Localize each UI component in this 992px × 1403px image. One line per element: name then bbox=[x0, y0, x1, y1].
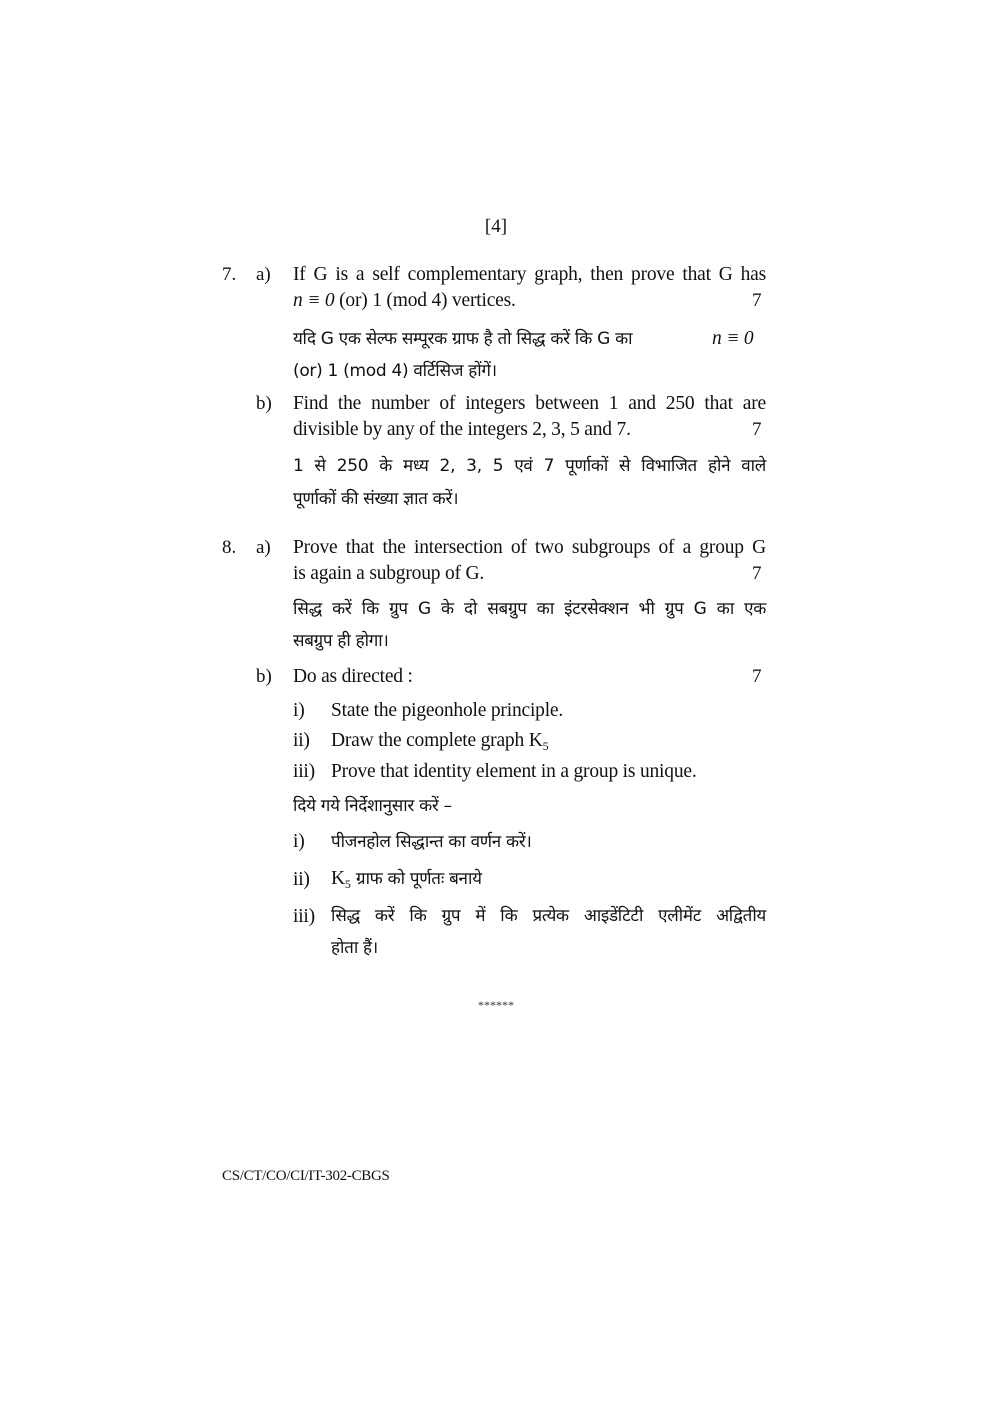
question-text-en-cont: (or) 1 (mod 4) vertices. bbox=[334, 290, 516, 311]
question-text-en: Prove that the intersection of two subgroups of a group G bbox=[293, 537, 766, 558]
question-text-en: is again a subgroup of G. bbox=[293, 563, 485, 584]
question-text-hi: दिये गये निर्देशानुसार करें – bbox=[293, 796, 452, 816]
marks: 7 bbox=[752, 419, 762, 440]
subitem-text-en: Prove that identity element in a group is unique. bbox=[331, 761, 697, 782]
math-expression: n ≡ 0 bbox=[712, 328, 754, 349]
marks: 7 bbox=[752, 666, 762, 687]
subitem-text-en: State the pigeonhole principle. bbox=[331, 700, 564, 721]
question-text-hi: 1 से 250 के मध्य 2, 3, 5 एवं 7 पूर्णाकों से विभाजित होने वाले bbox=[293, 456, 766, 476]
question-text-en: Find the number of integers between 1 and 250 that are bbox=[293, 393, 766, 414]
part-label: b) bbox=[256, 666, 272, 687]
paper-code-footer: CS/CT/CO/CI/IT-302-CBGS bbox=[222, 1168, 390, 1184]
subitem-text: ग्राफ को पूर्णतः बनाये bbox=[350, 869, 482, 889]
question-text-hi: यदि G एक सेल्फ सम्पूरक ग्राफ है तो सिद्ध करें कि G का bbox=[293, 329, 633, 349]
question-number: 7. bbox=[222, 264, 237, 285]
subitem-label: ii) bbox=[293, 730, 310, 751]
subitem-text-en bbox=[331, 730, 548, 754]
subitem-text: Draw the complete graph K bbox=[331, 730, 543, 751]
question-text-hi: (or) 1 (mod 4) वर्टिसिज होंगें। bbox=[293, 361, 497, 381]
part-label: a) bbox=[256, 537, 271, 558]
subitem-label: i) bbox=[293, 700, 305, 721]
part-label: b) bbox=[256, 393, 272, 414]
subitem-text-hi bbox=[331, 866, 482, 892]
subitem-text-hi: सिद्ध करें कि ग्रुप में कि प्रत्येक आइडेंटिटी एलीमेंट अद्वितीय bbox=[331, 906, 766, 926]
subitem-label: ii) bbox=[293, 869, 310, 890]
marks: 7 bbox=[752, 563, 762, 584]
end-of-paper-marker: ****** bbox=[478, 998, 514, 1012]
question-text-hi: पूर्णाकों की संख्या ज्ञात करें। bbox=[293, 489, 459, 509]
question-text-en bbox=[293, 290, 516, 312]
subscript: 5 bbox=[542, 739, 549, 753]
page-number: [4] bbox=[484, 216, 508, 237]
subitem-label: iii) bbox=[293, 761, 315, 782]
subitem-label: iii) bbox=[293, 906, 315, 927]
question-text-en: If G is a self complementary graph, then prove that G has bbox=[293, 264, 766, 285]
subitem-text-hi: पीजनहोल सिद्धान्त का वर्णन करें। bbox=[331, 832, 532, 852]
question-text-en: Do as directed : bbox=[293, 666, 413, 687]
question-number: 8. bbox=[222, 537, 237, 558]
question-text-hi: सिद्ध करें कि ग्रुप G के दो सबग्रुप का इंटरसेक्शन भी ग्रुप G का एक bbox=[293, 599, 766, 619]
math-expression: n ≡ 0 bbox=[293, 290, 335, 311]
graph-symbol: K bbox=[331, 868, 345, 889]
marks: 7 bbox=[752, 290, 762, 311]
question-text-hi: सबग्रुप ही होगा। bbox=[293, 631, 389, 651]
subitem-text-hi: होता हैं। bbox=[331, 938, 378, 958]
part-label: a) bbox=[256, 264, 271, 285]
subscript: 5 bbox=[344, 877, 351, 891]
question-text-en: divisible by any of the integers 2, 3, 5 and 7. bbox=[293, 419, 631, 440]
subitem-label: i) bbox=[293, 831, 305, 852]
